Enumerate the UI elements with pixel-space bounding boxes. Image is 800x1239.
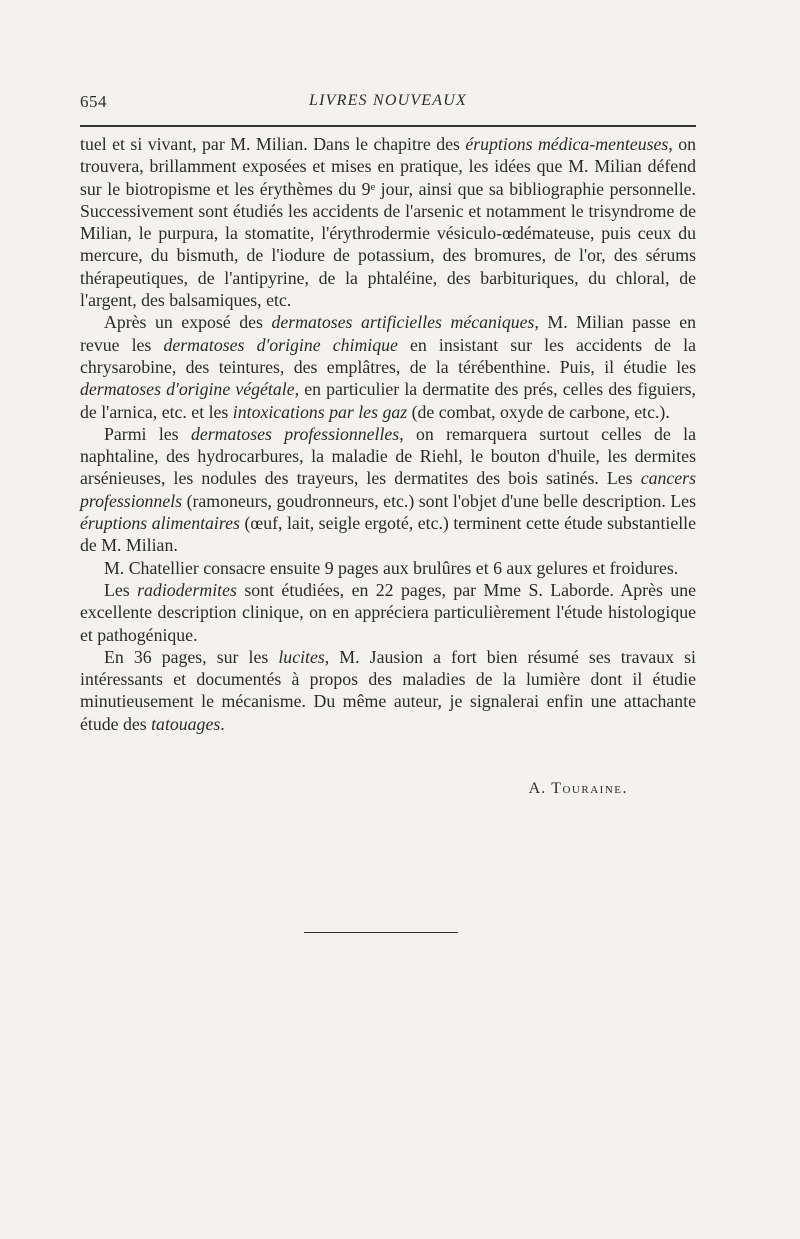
italic-term: cancers professionnels [80,468,696,511]
italic-term: dermatoses d'origine végétale [80,379,295,400]
review-body [80,133,696,735]
text-run: Après un exposé des [104,312,272,333]
text-run: , on remarquera surtout celles de la naphtaline, des hydrocarbures, la maladie de Riehl, le bouton d'huile, les dermites arsénieuses, les nodules des trayeurs, les dermatites des bois satinés. Les [80,423,696,489]
signature-surname: Touraine. [551,780,628,797]
header-rule [80,125,696,127]
paragraph [80,557,696,579]
paragraph [80,133,696,311]
italic-term: dermatoses artificielles mécaniques [271,312,535,333]
text-run: (ramoneurs, goudronneurs, etc.) sont l'objet d'une belle description. Les [182,490,696,511]
text-run: Parmi les [104,423,191,444]
text-run: , M. Jausion a fort bien résumé ses travaux si intéressants et documentés à propos des maladies de la lumière dont il étudie minutieusement le mécanisme. Du même auteur, je signalerai enfin une attachante étude des [80,646,696,734]
italic-term: radiodermites [137,579,237,600]
text-run: M. Chatellier consacre ensuite 9 pages aux brulûres et 6 aux gelures et froidures. [104,557,679,578]
text-run: Les [104,579,138,600]
paragraph [80,423,696,557]
signature-initial: A. [528,780,547,797]
italic-term: éruptions alimentaires [80,513,240,534]
text-run: sont étudiées, en 22 pages, par Mme S. Laborde. Après une excellente description clinique, on en appréciera particulièrement l'étude histologique et pathogénique. [80,579,696,645]
text-run: . [220,713,225,734]
italic-term: lucites [278,646,325,667]
text-run: (œuf, lait, seigle ergoté, etc.) terminent cette étude substantielle de M. Milian. [80,513,696,556]
signature [80,780,628,798]
italic-term: tatouages [151,713,221,734]
italic-term: intoxications par les gaz [232,401,408,422]
paragraph [80,311,696,422]
end-rule [304,932,458,933]
paragraph [80,646,696,735]
italic-term: dermatoses d'origine chimique [163,334,398,355]
text-run: , on trouvera, brillamment exposées et mises en pratique, les idées que M. Milian défend sur le biotropisme et les érythèmes du 9ᵉ jour, ainsi que sa bibliographie personnelle. Successivement sont étudiés les accidents de l'arsenic et notamment le trisyndrome de Milian, le purpura, la stomatite, l'érythrodermie vésiculo-œdémateuse, puis ceux du mercure, du bismuth, de l'iodure de potassium, des bromures, de l'or, des sérums thérapeutiques, de l'antipyrine, de la phtaléine, des barbituriques, du chloral, de l'argent, des balsamiques, etc. [80,134,697,311]
italic-term: dermatoses professionnelles [190,423,400,444]
paragraph [80,579,696,646]
page-number: 654 [80,92,107,111]
running-title: LIVRES NOUVEAUX [309,92,467,109]
text-run: , en particulier la dermatite des prés, celles des figuiers, de l'arnica, etc. et les [80,379,696,422]
text-run: , M. Milian passe en revue les [80,312,696,355]
italic-term: éruptions médica-menteuses [465,134,669,154]
text-run: en insistant sur les accidents de la chrysarobine, des teintures, des emplâtres, de la térébenthine. Puis, il étudie les [80,334,696,377]
page-header [80,92,696,118]
text-run: (de combat, oxyde de carbone, etc.). [407,401,670,422]
text-run: En 36 pages, sur les [104,646,279,667]
text-run: tuel et si vivant, par M. Milian. Dans le chapitre des [80,134,466,154]
